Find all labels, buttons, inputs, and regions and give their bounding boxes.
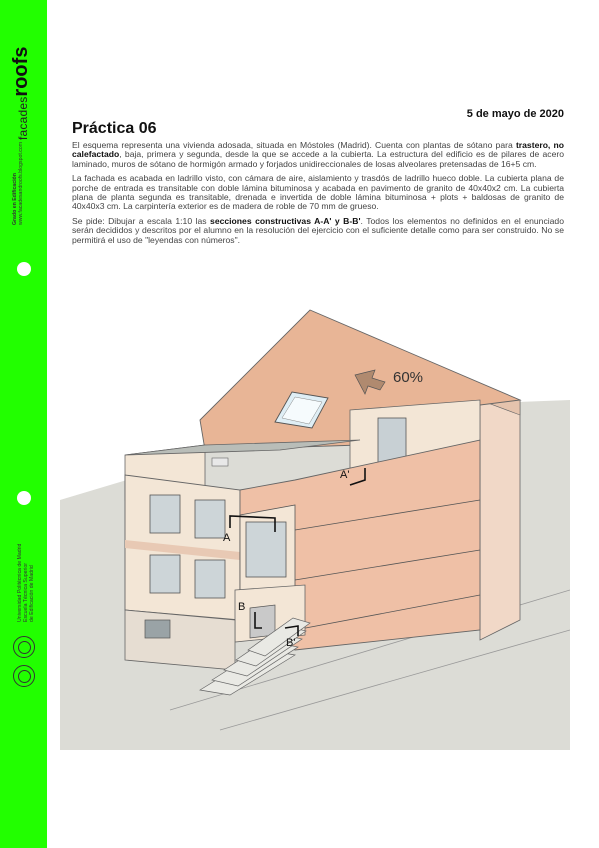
blog-url: www.facadesandroofs.blogspot.com [18, 141, 24, 225]
label-b: B [238, 601, 246, 613]
exercise-text [72, 141, 564, 250]
label-b-prime: B' [286, 637, 296, 649]
paragraph-1: El esquema representa una vivienda adosada, situada en Móstoles (Madrid). Cuenta con plantas de sótano para trastero, no calefactado, baja, primera y segunda, desde la que se accede a la cubierta. La estructura del edificio es de pilares de acero laminado, muros de sótano de hormigón armado y forjados unidireccionales de losas alveolares pretensadas de 16+5 cm. [72, 140, 564, 169]
paragraph-3: Se pide: Dibujar a escala 1:10 las secciones constructivas A-A' y B-B'. Todos los elementos no definidos en el enunciado serán decididos y descritos por el alumno en la resolución del ejercicio con el suficiente detalle como para ser construido. No se permitirá el uso de "leyendas con números". [72, 215, 564, 245]
hole-punch-top [17, 262, 31, 276]
brand-logo [10, 46, 40, 140]
brand-roofs: roofs [10, 46, 32, 97]
window-ground-floor-left [150, 555, 180, 593]
slope-label: 60% [393, 369, 424, 386]
bay-window [246, 522, 286, 577]
university-seal-icon [13, 665, 35, 687]
house-axonometric-drawing [60, 290, 570, 750]
date: 5 de mayo de 2020 [466, 108, 564, 120]
sidebar [0, 0, 47, 848]
hole-punch-bottom [17, 491, 31, 505]
school-line-2: de Edificación de Madrid [29, 565, 35, 622]
course-label: Grado en Edificación [12, 173, 18, 225]
label-a-prime: A' [340, 469, 350, 481]
school-seal-icon [13, 636, 35, 658]
basement-wall [125, 610, 235, 670]
university-name: Universidad Politécnica de Madrid [17, 543, 23, 622]
page-title: Práctica 06 [72, 120, 157, 137]
attic-window [378, 418, 406, 462]
label-a: A [223, 532, 231, 544]
window-ground-floor-right [195, 560, 225, 598]
basement-use: trastero, no calefactado [72, 140, 564, 160]
window-first-floor-right [195, 500, 225, 538]
sections-required: secciones constructivas A-A' y B-B' [210, 215, 361, 226]
university-info [17, 544, 35, 622]
window-first-floor-left [150, 495, 180, 533]
paragraph-2: La fachada es acabada en ladrillo visto, con cámara de aire, aislamiento y trasdós de ladrillo hueco doble. La cubierta plana de porche de entrada es transitable con doble lámina bituminosa y acabada en pavimento de granito de 40x40x2 cm. La cubierta plana de planta segunda es transitable, drenada e invertida de doble lámina bituminosa + plots + baldosas de granito de 40x40x3 cm. La carpintería exterior es de madera de roble de 70 mm de grueso. [72, 173, 564, 212]
school-line-1: Escuela Técnica Superior [23, 562, 29, 622]
basement-window [145, 620, 170, 638]
brand-facades: facades [16, 96, 30, 140]
course-info [12, 142, 24, 225]
neighbour-wall [480, 385, 520, 640]
